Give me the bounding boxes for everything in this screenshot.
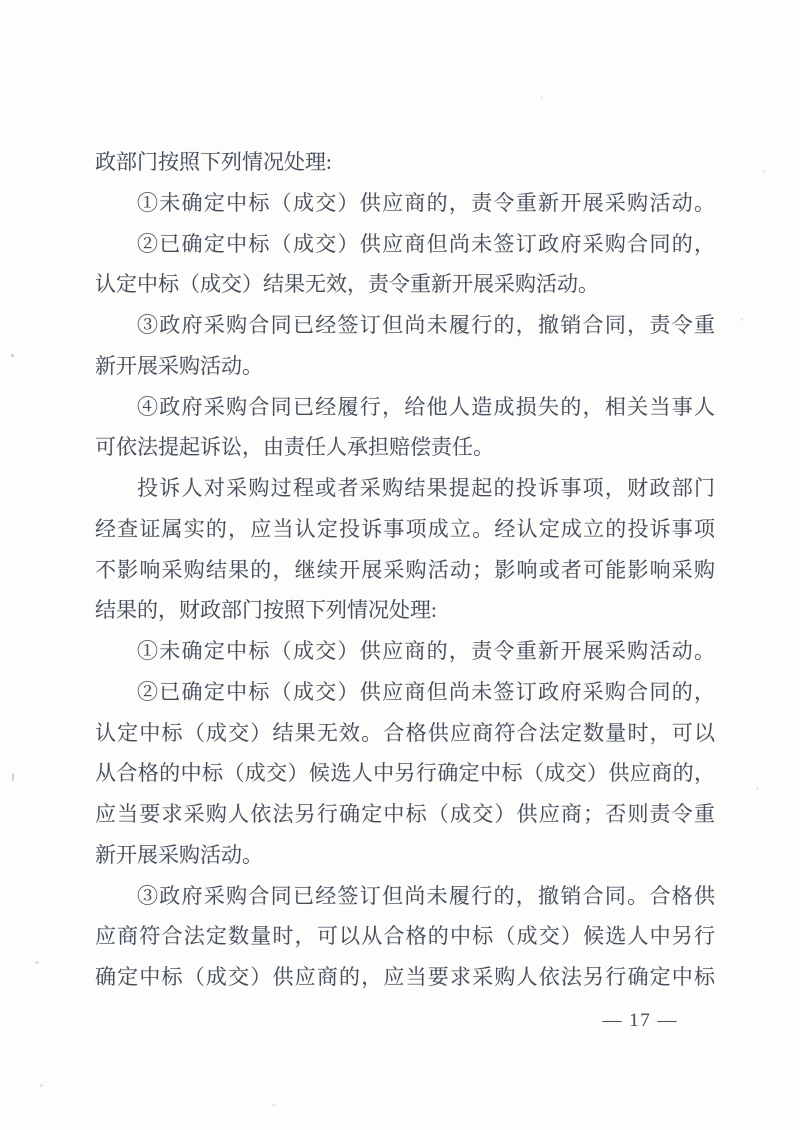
text-line: ④政府采购合同已经履行，给他人造成损失的，相关当事人 xyxy=(137,394,715,419)
scan-speckle xyxy=(35,961,39,964)
scan-speckle xyxy=(12,773,14,781)
text-line: 从合格的中标（成交）候选人中另行确定中标（成交）供应商的， xyxy=(95,761,715,786)
text-line: ③政府采购合同已经签订但尚未履行的，撤销合同，责令重 xyxy=(137,313,715,337)
page-number: — 17 — xyxy=(602,1010,678,1031)
text-line: 不影响采购结果的，继续开展采购活动；影响或者可能影响采购 xyxy=(95,557,715,582)
scan-speckle xyxy=(756,787,759,790)
text-line: 政部门按照下列情况处理: xyxy=(95,150,332,174)
text-line: 经查证属实的，应当认定投诉事项成立。经认定成立的投诉事项 xyxy=(95,516,715,541)
scan-speckle xyxy=(40,1084,43,1087)
text-line: 可依法提起诉讼，由责任人承担赔偿责任。 xyxy=(95,435,494,460)
scan-speckle xyxy=(762,170,765,173)
text-line: 投诉人对采购过程或者采购结果提起的投诉事项，财政部门 xyxy=(137,476,715,500)
text-line: ①未确定中标（成交）供应商的，责令重新开展采购活动。 xyxy=(137,190,715,215)
text-line: ②已确定中标（成交）供应商但尚未签订政府采购合同的， xyxy=(137,679,715,704)
scan-speckle xyxy=(272,1104,276,1107)
text-line: ③政府采购合同已经签订但尚未履行的，撤销合同。合格供 xyxy=(137,883,715,908)
text-line: ②已确定中标（成交）供应商但尚未签订政府采购合同的， xyxy=(137,231,715,256)
scan-speckle xyxy=(740,318,743,321)
text-line: 新开展采购活动。 xyxy=(95,353,263,378)
text-line: 应当要求采购人依法另行确定中标（成交）供应商；否则责令重 xyxy=(95,802,715,826)
text-line: ①未确定中标（成交）供应商的，责令重新开展采购活动。 xyxy=(137,639,715,663)
text-line: 认定中标（成交）结果无效。合格供应商符合法定数量时，可以 xyxy=(95,720,715,745)
text-line: 确定中标（成交）供应商的，应当要求采购人依法另行确定中标 xyxy=(95,965,715,989)
text-block xyxy=(95,142,715,998)
text-line: 应商符合法定数量时，可以从合格的中标（成交）候选人中另行 xyxy=(95,924,715,949)
scan-speckle xyxy=(11,354,14,357)
text-line: 认定中标（成交）结果无效，责令重新开展采购活动。 xyxy=(95,272,599,297)
text-line: 结果的，财政部门按照下列情况处理: xyxy=(95,598,437,623)
text-line: 新开展采购活动。 xyxy=(95,842,263,867)
scan-speckle xyxy=(540,96,543,99)
